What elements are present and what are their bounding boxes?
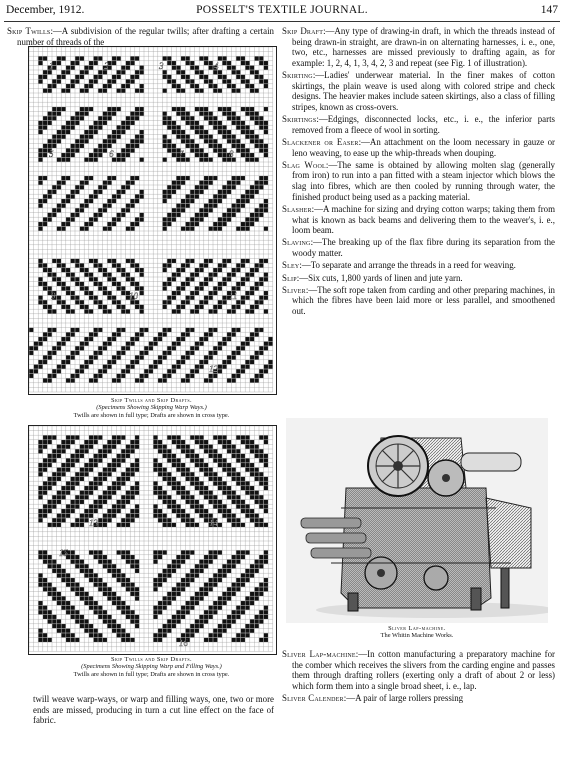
entry-text: :—An attachment on the loom necessary in gauze or leno weaving, to ease up the whip-threads when douping. bbox=[292, 137, 555, 158]
draft-number: 9 bbox=[51, 291, 56, 301]
dictionary-entry bbox=[282, 693, 555, 704]
figure-2-caption bbox=[28, 656, 275, 678]
continuation-text: twill weave warp-ways, or warp and filling ways, one, two or more ends are missed, producing in turn a cut line effect on the face of fabric. bbox=[33, 694, 274, 726]
entry-term: Skip Twills bbox=[7, 26, 51, 36]
left-column-continuation bbox=[33, 694, 274, 726]
page-number: 147 bbox=[540, 4, 558, 16]
entry-text: :—The soft rope taken from carding and other preparing machines, in which the fibres have been laid more or less parallel, and smoothened out. bbox=[292, 284, 555, 317]
running-header bbox=[6, 4, 558, 20]
dictionary-entry bbox=[282, 273, 555, 284]
machine-caption-title: Sliver Lap-machine. bbox=[388, 625, 446, 632]
entry-text: :—A subdivision of the regular twills; after drafting a certain number of threads of the bbox=[17, 26, 274, 47]
figure-1-caption-sub: (Specimens Showing Skipping Warp Ways.) bbox=[96, 404, 207, 412]
dictionary-entry bbox=[282, 260, 555, 271]
draft-number: 5 bbox=[49, 149, 54, 159]
figure-2-caption-note: Twills are shown in full type; Drafts are shown in cross type. bbox=[73, 670, 230, 678]
skip-twill-draft-figure-2 bbox=[28, 425, 277, 655]
dictionary-entry bbox=[282, 204, 555, 236]
draft-number: 6 bbox=[109, 149, 114, 159]
dictionary-entry bbox=[282, 26, 555, 68]
dictionary-entry bbox=[282, 114, 555, 135]
dictionary-entry bbox=[282, 649, 555, 691]
draft-number: 10 bbox=[129, 291, 138, 301]
entry-term: Sliver Calender bbox=[282, 693, 344, 704]
right-column-bottom-entries bbox=[282, 649, 555, 705]
entry-text: :—A pair of large rollers pressing bbox=[343, 693, 464, 704]
entry-term: Sley bbox=[282, 260, 300, 271]
entry-text: :—Edgings, disconnected locks, etc., i. e., the inferior parts removed from a fleece of wool in sorting. bbox=[292, 114, 555, 135]
entry-text: :—Any type of drawing-in draft, in which the threads instead of being drawn-in straight, are drawn-in on alternating harnesses, i. e., one, two, etc., harnesses are missed previously to drafting again, as for example: 1, 2, 4, 1, 3, 4, 2, 3 and repeat (see Fig. 1 of illustration). bbox=[292, 26, 555, 68]
machine-caption bbox=[286, 625, 548, 640]
entry-term: Slip bbox=[282, 272, 297, 283]
entry-text: :—The breaking up of the flax fibre during its separation from the woody matter. bbox=[292, 237, 555, 258]
draft-number: 2 bbox=[104, 61, 109, 71]
figure-1-caption-title: Skip Twills and Skip Drafts. bbox=[111, 397, 192, 404]
draft-number: 1 bbox=[49, 61, 54, 71]
entry-term: Skip Draft bbox=[282, 26, 324, 36]
entry-text: :—In cotton manufacturing a preparatory machine for the comber which receives the slivers from the carding engine and passes them through drafting rollers (exerting only a draft of about 2 or less) which form them into a single broad sheet, i. e., lap. bbox=[292, 649, 555, 691]
right-column-entries bbox=[282, 26, 555, 318]
figure-1-caption bbox=[28, 397, 275, 419]
dictionary-entry bbox=[282, 137, 555, 158]
entry-term: Slasher bbox=[282, 203, 312, 214]
entry-term: Slaving bbox=[282, 237, 311, 248]
figure-2-caption-sub: (Specimens Showing Skipping Warp and Filling Ways.) bbox=[81, 663, 222, 671]
draft-number: 8 bbox=[229, 149, 234, 159]
draft-number: 16 bbox=[179, 638, 188, 648]
draft-number: 4 bbox=[214, 61, 219, 71]
sliver-lap-machine-illustration bbox=[286, 418, 548, 623]
dictionary-entry bbox=[282, 285, 555, 317]
figure-1-caption-note: Twills are shown in full type; Drafts are shown in cross type. bbox=[73, 411, 230, 419]
entry-text: :—The same is obtained by allowing molten slag (generally from iron) to run into a pan fitted with a steam injector which blows the slag into fibres, which are then cooled by running through water, the finished product being used as a packing material. bbox=[292, 159, 555, 202]
draft-number: 7 bbox=[179, 149, 184, 159]
skip-twill-draft-figure-1 bbox=[28, 46, 277, 395]
entry-text: :—To separate and arrange the threads in a reed for weaving. bbox=[299, 260, 516, 271]
draft-number: 15 bbox=[59, 548, 68, 558]
entry-text: :—Ladies' underwear material. In the finer makes of cotton skirtings, the plain weave is used along with colored stripe and check designs. The heavier makes include sateen skirtings, also a class of filling stripes, known as cross-overs. bbox=[292, 70, 555, 112]
entry-term: Slag Wool bbox=[282, 159, 326, 170]
issue-date: December, 1912. bbox=[6, 4, 85, 16]
entry-term: Sliver Lap-machine bbox=[282, 649, 356, 659]
entry-term: Skirting bbox=[282, 70, 313, 81]
entry-term: Skirtings bbox=[282, 114, 317, 125]
entry-term: Sliver bbox=[282, 284, 306, 295]
draft-number: 12 bbox=[209, 364, 218, 374]
entry-text: :—A machine for sizing and drying cotton warps; taking them from what is known as back beams and delivering them to the weaver's, i. e., loom beam. bbox=[292, 203, 555, 236]
draft-number: 14 bbox=[209, 518, 218, 528]
header-rule bbox=[4, 21, 560, 22]
entry-text: :—Six cuts, 1,800 yards of linen and jute yarn. bbox=[296, 272, 463, 283]
entry-term: Slackener or Easer bbox=[282, 137, 359, 147]
journal-title: POSSELT'S TEXTILE JOURNAL. bbox=[196, 4, 368, 16]
draft-number: 11 bbox=[229, 291, 238, 301]
draft-number: 13 bbox=[89, 518, 98, 528]
machine-caption-maker: The Whitin Machine Works. bbox=[380, 632, 454, 640]
dictionary-entry bbox=[282, 160, 555, 202]
dictionary-entry bbox=[282, 70, 555, 112]
dictionary-entry bbox=[282, 237, 555, 258]
draft-number: 3 bbox=[159, 61, 164, 71]
figure-2-caption-title: Skip Twills and Skip Drafts. bbox=[111, 656, 192, 663]
